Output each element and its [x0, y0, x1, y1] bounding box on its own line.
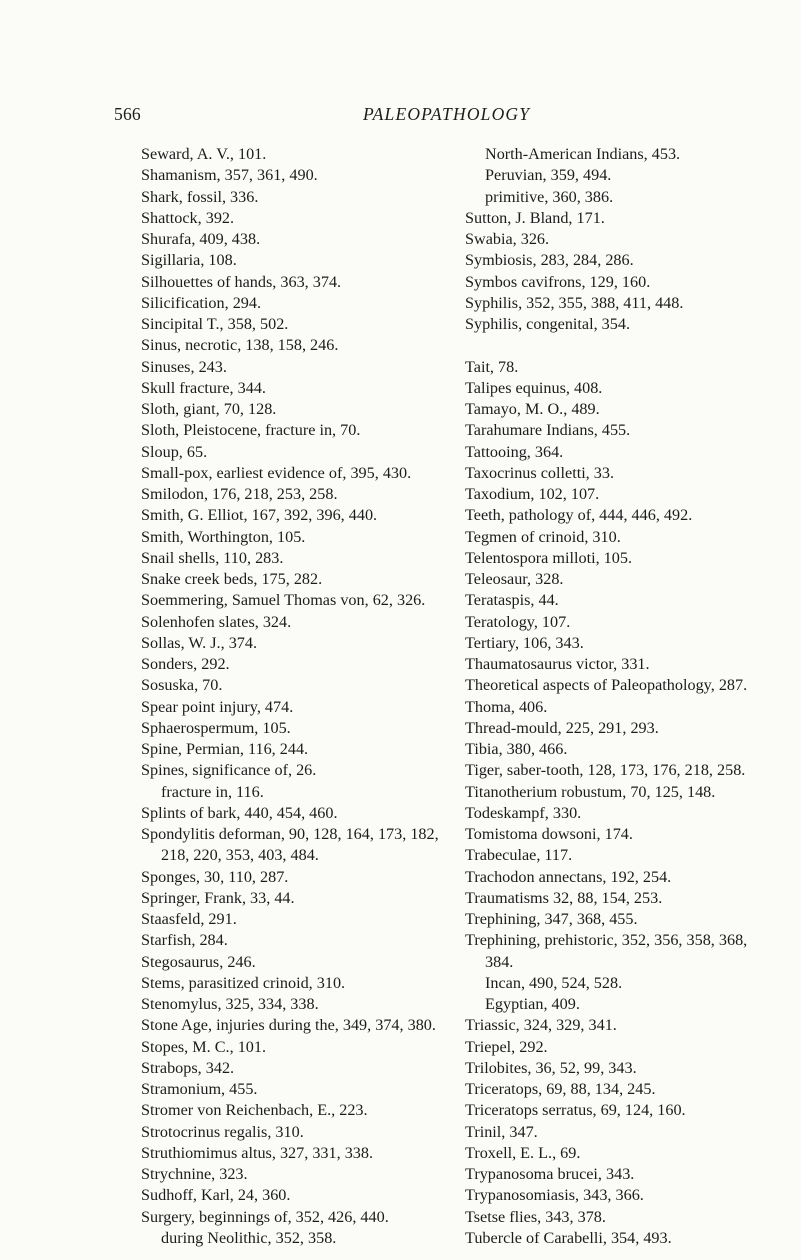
index-entry: Swabia, 326.: [465, 230, 550, 248]
index-entry: Stromer von Reichenbach, E., 223.: [141, 1101, 368, 1120]
index-entry: Trypanosoma brucei, 343.: [465, 1165, 635, 1183]
page-header: [0, 104, 801, 130]
index-entry: Teleosaur, 328.: [465, 570, 564, 588]
index-entry: Thread-mould, 225, 291, 293.: [465, 718, 659, 737]
index-entry: Traumatisms 32, 88, 154, 253.: [465, 888, 663, 907]
index-entry: Springer, Frank, 33, 44.: [141, 888, 295, 907]
index-subentry: fracture in, 116.: [161, 782, 264, 801]
index-entry: Small-pox, earliest evidence of, 395, 430.: [141, 463, 412, 482]
index-entry: Spear point injury, 474.: [141, 697, 294, 716]
index-entry: Stegosaurus, 246.: [141, 952, 256, 971]
index-entry: Triceratops, 69, 88, 134, 245.: [465, 1080, 656, 1098]
index-entry: Silhouettes of hands, 363, 374.: [141, 272, 342, 291]
index-entry: Trephining, 347, 368, 455.: [465, 910, 638, 928]
index-entry: Smilodon, 176, 218, 253, 258.: [141, 485, 338, 503]
index-entry: Trinil, 347.: [465, 1122, 538, 1141]
index-entry: Trypanosomiasis, 343, 366.: [465, 1186, 644, 1205]
index-entry: Todeskampf, 330.: [465, 803, 582, 822]
index-subentry: during Neolithic, 352, 358.: [161, 1228, 337, 1247]
index-entry: Tiger, saber-tooth, 128, 173, 176, 218, 258.: [465, 761, 746, 780]
index-entry: Soemmering, Samuel Thomas von, 62, 326.: [141, 591, 426, 610]
index-entry: Sosuska, 70.: [141, 676, 223, 695]
index-entry: Strychnine, 323.: [141, 1165, 248, 1183]
index-entry: Strotocrinus regalis, 310.: [141, 1122, 304, 1141]
index-entry: Sigillaria, 108.: [141, 251, 237, 270]
index-subentry: North-American Indians, 453.: [485, 145, 681, 163]
index-entry: Troxell, E. L., 69.: [465, 1143, 581, 1162]
index-subentry: 384.: [485, 952, 514, 971]
index-subentry: Egyptian, 409.: [485, 995, 580, 1013]
index-entry: Sincipital T., 358, 502.: [141, 315, 289, 333]
index-entry: Struthiomimus altus, 327, 331, 338.: [141, 1143, 374, 1162]
index-entry: Talipes equinus, 408.: [465, 378, 603, 397]
index-entry: Teratology, 107.: [465, 612, 571, 631]
index-entry: Sloth, Pleistocene, fracture in, 70.: [141, 421, 361, 440]
index-entry: Thoma, 406.: [465, 697, 548, 716]
index-entry: Shattock, 392.: [141, 208, 235, 227]
index-subentry: Incan, 490, 524, 528.: [485, 973, 623, 992]
index-entry: Snake creek beds, 175, 282.: [141, 570, 323, 588]
index-entry: Tibia, 380, 466.: [465, 740, 568, 758]
index-entry: Tarahumare Indians, 455.: [465, 421, 631, 440]
index-entry: Snail shells, 110, 283.: [141, 548, 284, 567]
index-entry: Symbiosis, 283, 284, 286.: [465, 251, 634, 270]
index-entry: Sinuses, 243.: [141, 357, 227, 376]
index-subentry: Peruvian, 359, 494.: [485, 166, 612, 185]
index-entry: Smith, Worthington, 105.: [141, 527, 306, 546]
index-entry: Sloth, giant, 70, 128.: [141, 400, 277, 418]
index-entry: Tsetse flies, 343, 378.: [465, 1207, 606, 1226]
index-entry: Trabeculae, 117.: [465, 846, 573, 865]
index-entry: Sudhoff, Karl, 24, 360.: [141, 1186, 291, 1205]
index-entry: Spondylitis deforman, 90, 128, 164, 173, 182,: [141, 825, 439, 843]
index-entry: Triassic, 324, 329, 341.: [465, 1016, 617, 1035]
index-entry: Thaumatosaurus victor, 331.: [465, 655, 650, 673]
index-column-left: [141, 144, 441, 1249]
index-entry: Skull fracture, 344.: [141, 378, 266, 397]
index-entry: Tegmen of crinoid, 310.: [465, 527, 621, 546]
running-title: PALEOPATHOLOGY: [363, 104, 531, 124]
index-entry: Symbos cavifrons, 129, 160.: [465, 272, 651, 291]
index-entry: Tubercle of Carabelli, 354, 493.: [465, 1228, 672, 1247]
index-entry: Shark, fossil, 336.: [141, 187, 259, 206]
index-entry: Taxodium, 102, 107.: [465, 485, 600, 503]
index-entry: Sinus, necrotic, 138, 158, 246.: [141, 336, 339, 355]
section-gap: [465, 335, 795, 356]
index-entry: Triepel, 292.: [465, 1037, 548, 1056]
index-entry: Tait, 78.: [465, 357, 519, 376]
index-entry: Trachodon annectans, 192, 254.: [465, 867, 672, 886]
index-entry: Stone Age, injuries during the, 349, 374, 380.: [141, 1016, 436, 1035]
index-entry: Titanotherium robustum, 70, 125, 148.: [465, 782, 716, 801]
index-subentry: 218, 220, 353, 403, 484.: [161, 846, 319, 865]
index-entry: Seward, A. V., 101.: [141, 145, 267, 163]
index-entry: Sponges, 30, 110, 287.: [141, 867, 289, 886]
index-entry: Teeth, pathology of, 444, 446, 492.: [465, 506, 693, 525]
index-entry: Stopes, M. C., 101.: [141, 1037, 267, 1056]
index-entry: Strabops, 342.: [141, 1058, 235, 1077]
index-entry: Stenomylus, 325, 334, 338.: [141, 995, 319, 1013]
page-number: 566: [114, 104, 141, 124]
index-entry: Trilobites, 36, 52, 99, 343.: [465, 1058, 637, 1077]
index-entry: Shurafa, 409, 438.: [141, 230, 261, 248]
index-entry: Smith, G. Elliot, 167, 392, 396, 440.: [141, 506, 378, 525]
index-entry: Stems, parasitized crinoid, 310.: [141, 973, 346, 992]
index-entry: Theoretical aspects of Paleopathology, 287.: [465, 676, 748, 695]
index-entry: Spine, Permian, 116, 244.: [141, 740, 309, 758]
index-entry: Sloup, 65.: [141, 442, 208, 461]
index-entry: Tomistoma dowsoni, 174.: [465, 825, 633, 843]
index-entry: Staasfeld, 291.: [141, 910, 237, 928]
index-entry: Terataspis, 44.: [465, 591, 559, 610]
index-column-right: [465, 144, 795, 1249]
index-entry: Telentospora milloti, 105.: [465, 548, 633, 567]
index-entry: Splints of bark, 440, 454, 460.: [141, 803, 338, 822]
index-entry: Spines, significance of, 26.: [141, 761, 317, 780]
index-entry: Tattooing, 364.: [465, 442, 564, 461]
index-entry: Silicification, 294.: [141, 293, 262, 312]
index-entry: Sphaerospermum, 105.: [141, 718, 291, 737]
index-entry: Syphilis, 352, 355, 388, 411, 448.: [465, 293, 684, 312]
index-entry: Trephining, prehistoric, 352, 356, 358, 368,: [465, 931, 748, 950]
index-entry: Taxocrinus colletti, 33.: [465, 463, 615, 482]
index-entry: Sollas, W. J., 374.: [141, 633, 258, 652]
index-entry: Syphilis, congenital, 354.: [465, 315, 631, 333]
index-entry: Tamayo, M. O., 489.: [465, 400, 600, 418]
index-entry: Sutton, J. Bland, 171.: [465, 208, 605, 227]
index-entry: Triceratops serratus, 69, 124, 160.: [465, 1101, 686, 1120]
index-entry: Stramonium, 455.: [141, 1080, 258, 1098]
index-entry: Solenhofen slates, 324.: [141, 612, 292, 631]
index-entry: Tertiary, 106, 343.: [465, 633, 584, 652]
index-subentry: primitive, 360, 386.: [485, 187, 614, 206]
index-entry: Surgery, beginnings of, 352, 426, 440.: [141, 1207, 389, 1226]
index-entry: Starfish, 284.: [141, 931, 228, 950]
index-entry: Shamanism, 357, 361, 490.: [141, 166, 318, 185]
index-entry: Sonders, 292.: [141, 655, 230, 673]
